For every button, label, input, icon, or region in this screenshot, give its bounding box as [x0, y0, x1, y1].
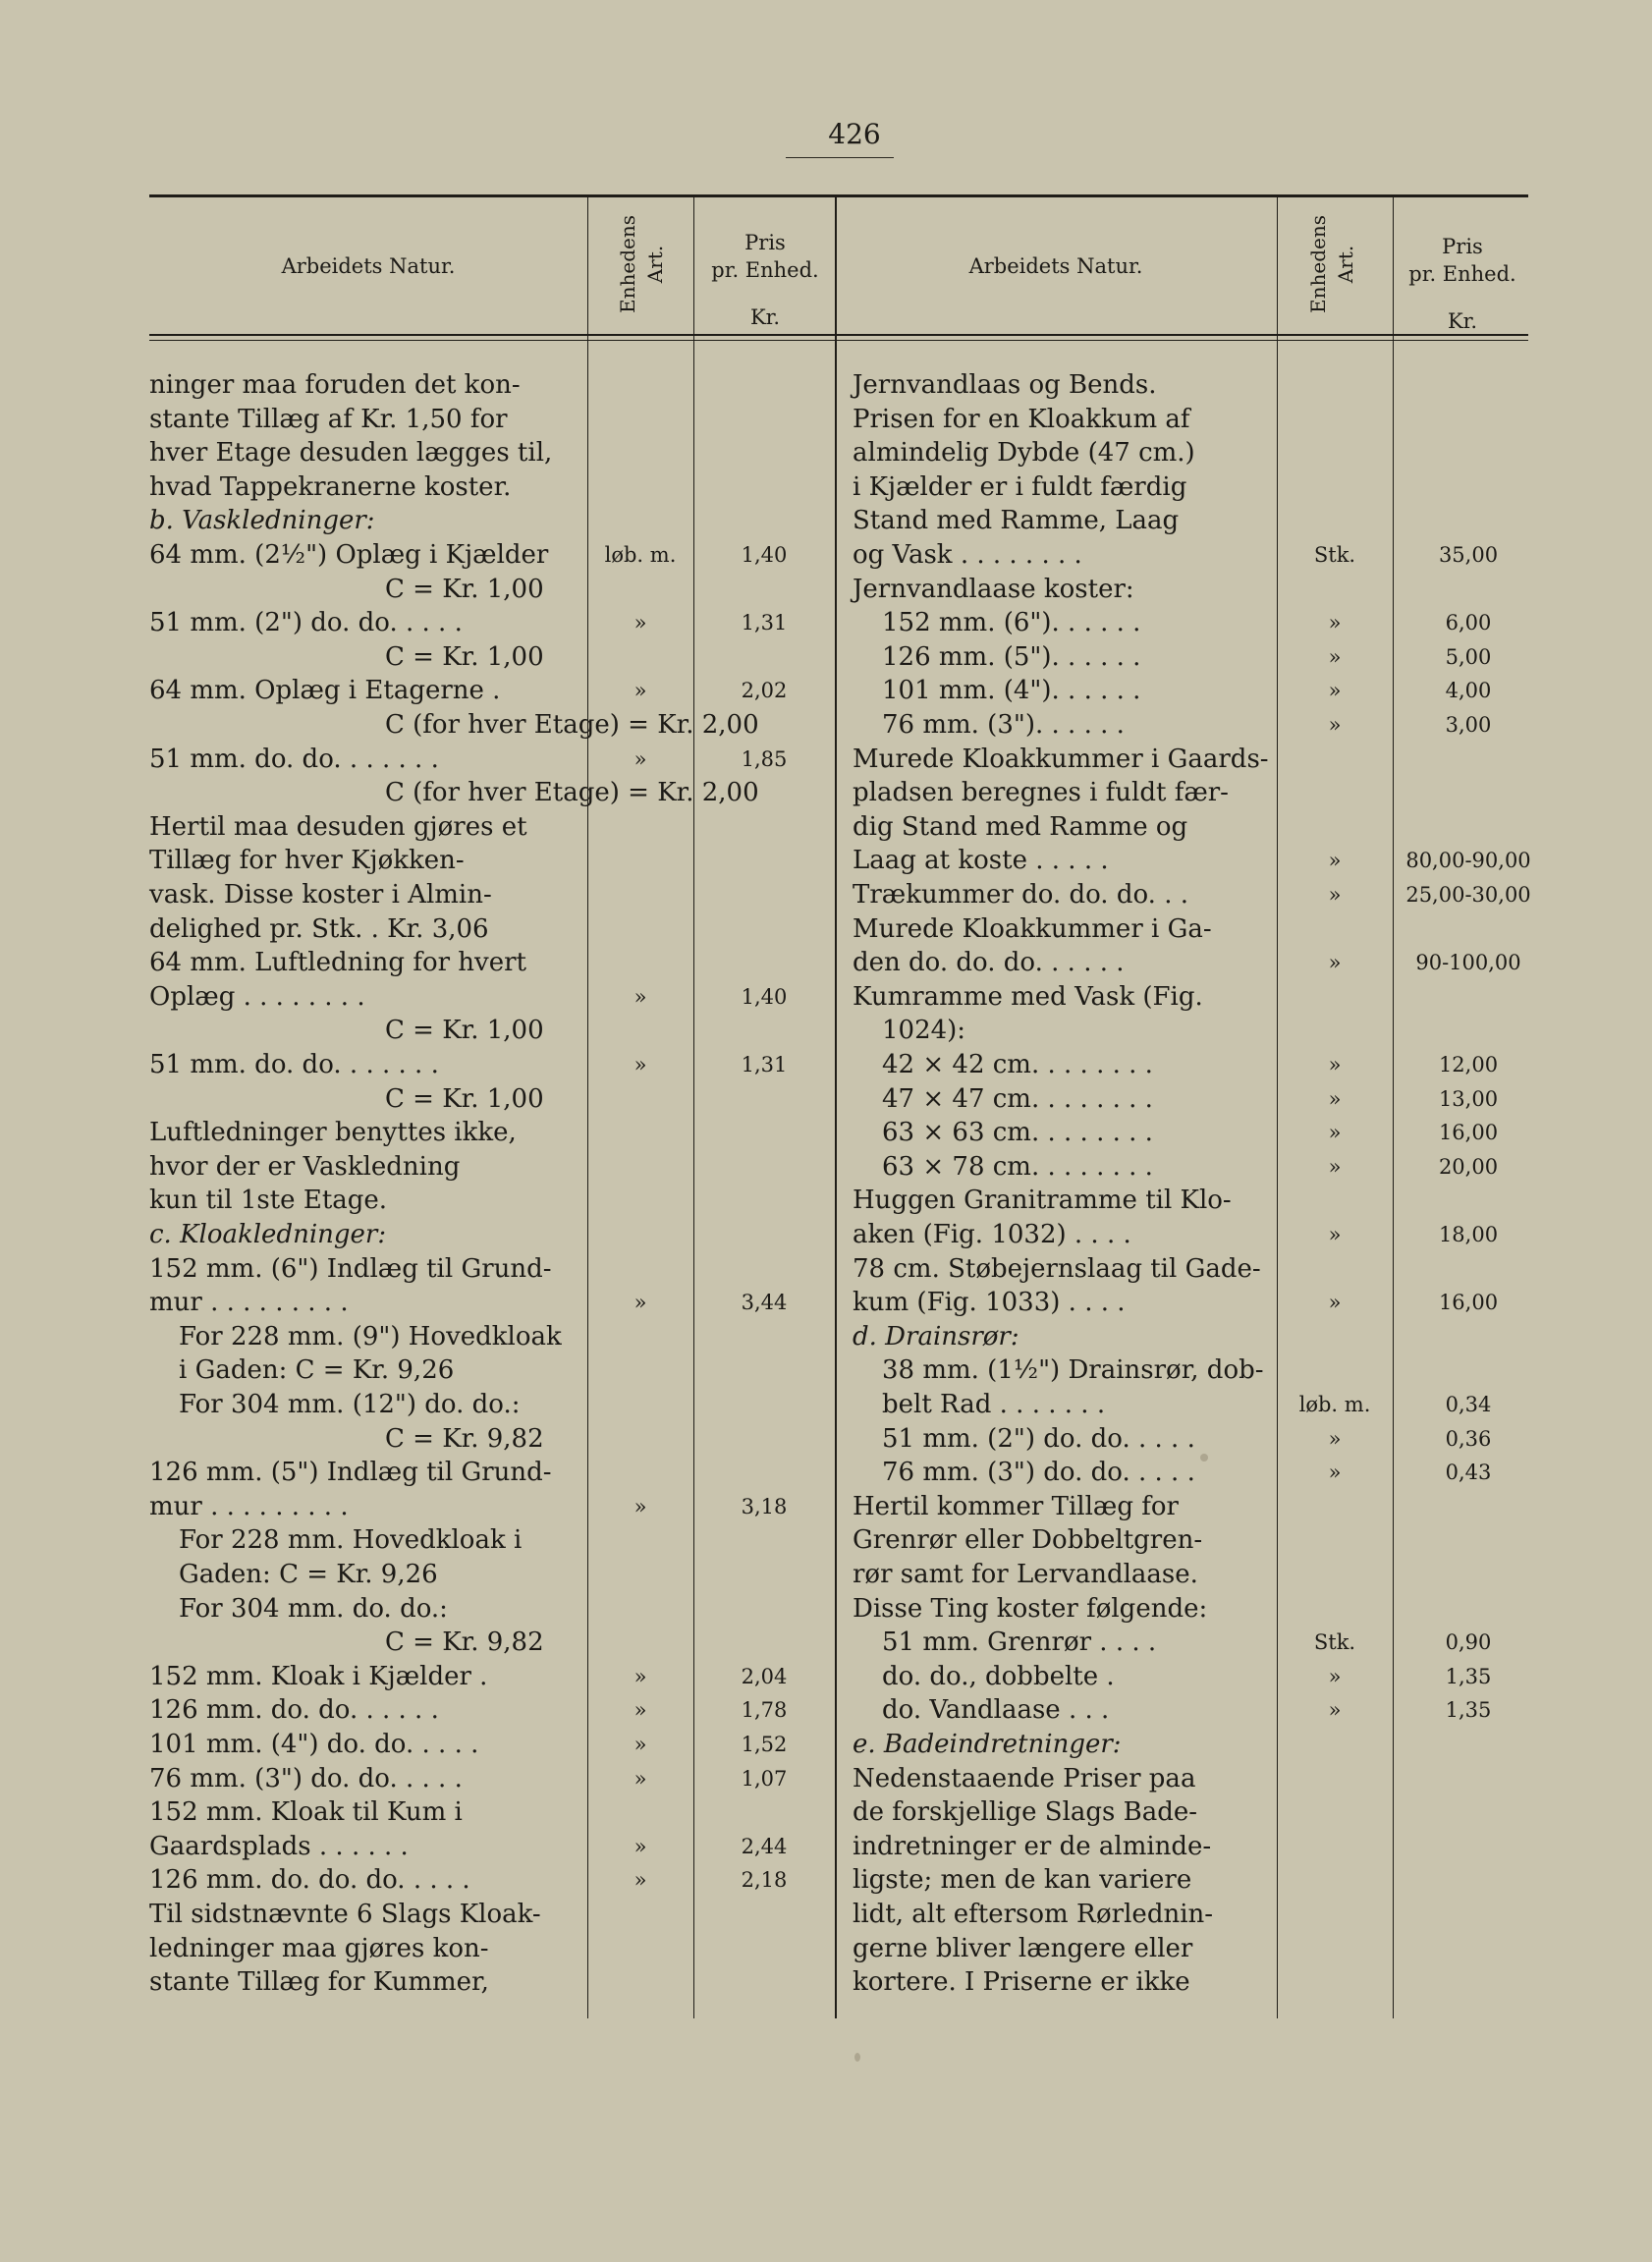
- left-entry-price: 1,31: [741, 1053, 788, 1076]
- left-entry-text: C = Kr. 9,82: [385, 1628, 544, 1658]
- right-entry-unit: »: [1328, 1223, 1342, 1246]
- paper-stain: [854, 2053, 860, 2062]
- right-entry-text: Kumramme med Vask (Fig.: [853, 981, 1203, 1012]
- left-entry-unit: »: [633, 984, 647, 1009]
- right-entry-text: do. do., dobbelte .: [882, 1661, 1115, 1691]
- left-entry-unit: »: [633, 1766, 647, 1791]
- left-entry-text: For 228 mm. Hovedkloak i: [179, 1525, 523, 1556]
- left-entry-text: Tillæg for hver Kjøkken-: [149, 846, 465, 876]
- right-entry-text: 51 mm. (2") do. do. . . . .: [882, 1423, 1195, 1454]
- left-entry-unit: »: [633, 679, 647, 703]
- left-entry-text: 152 mm. Kloak til Kum i: [149, 1797, 463, 1828]
- right-entry-text: ligste; men de kan variere: [853, 1865, 1192, 1896]
- right-entry-unit: »: [1328, 849, 1342, 873]
- left-entry-text: 152 mm. Kloak i Kjælder .: [149, 1661, 488, 1691]
- left-entry-text: hvor der er Vaskledning: [149, 1151, 461, 1182]
- right-entry-text: Jernvandlaase koster:: [853, 574, 1134, 604]
- left-entry-text: 76 mm. (3") do. do. . . . .: [149, 1763, 463, 1793]
- right-entry-price: 13,00: [1438, 1086, 1499, 1111]
- left-entry-price: 2,44: [741, 1834, 788, 1858]
- right-entry-text: 1024):: [882, 1016, 966, 1046]
- right-entry-unit: »: [1328, 1698, 1342, 1723]
- right-entry-unit: »: [1328, 1461, 1342, 1485]
- left-entry-text: stante Tillæg for Kummer,: [149, 1967, 489, 1998]
- left-entry-text: 126 mm. (5") Indlæg til Grund-: [149, 1458, 552, 1488]
- right-entry-price: 25,00-30,00: [1405, 883, 1531, 907]
- right-entry-price: 5,00: [1445, 644, 1492, 669]
- left-entry-text: C = Kr. 1,00: [385, 574, 544, 604]
- left-entry-text: 152 mm. (6") Indlæg til Grund-: [149, 1253, 552, 1284]
- right-entry-text: rør samt for Lervandlaase.: [853, 1560, 1198, 1589]
- right-entry-text: pladsen beregnes i fuldt fær-: [853, 778, 1229, 808]
- right-entry-unit: løb. m.: [1298, 1393, 1371, 1416]
- left-entry-text: mur . . . . . . . . .: [149, 1491, 349, 1521]
- left-entry-text: i Gaden: C = Kr. 9,26: [179, 1355, 455, 1386]
- right-entry-text: 152 mm. (6"). . . . . .: [882, 608, 1141, 638]
- right-header-pris: Pris: [1442, 235, 1483, 258]
- right-entry-unit: »: [1328, 1121, 1342, 1145]
- right-entry-price: 18,00: [1438, 1223, 1499, 1246]
- left-entry-text: For 304 mm. (12") do. do.:: [179, 1390, 521, 1419]
- right-entry-text: Jernvandlaas og Bends.: [853, 370, 1157, 400]
- right-entry-text: 76 mm. (3"). . . . . .: [882, 710, 1125, 740]
- right-entry-text: Murede Kloakkummer i Gaards-: [853, 744, 1269, 774]
- col-sep-middle: [835, 196, 837, 2018]
- right-entry-price: 3,00: [1445, 713, 1492, 737]
- right-entry-price: 0,90: [1445, 1630, 1492, 1655]
- left-entry-text: stante Tillæg af Kr. 1,50 for: [149, 404, 508, 434]
- right-header-enhedens: Enhedens: [1306, 215, 1330, 313]
- right-entry-text: 76 mm. (3") do. do. . . . .: [882, 1458, 1195, 1488]
- left-entry-text: 126 mm. do. do. . . . . .: [149, 1695, 439, 1726]
- right-entry-unit: »: [1328, 951, 1342, 975]
- left-entry-price: 3,18: [741, 1494, 788, 1518]
- left-entry-price: 3,44: [741, 1291, 788, 1315]
- right-entry-text: lidt, alt eftersom Rørlednin-: [853, 1900, 1214, 1929]
- left-entry-unit: »: [633, 746, 647, 771]
- right-entry-text: 38 mm. (1½") Drainsrør, dob-: [882, 1355, 1264, 1386]
- left-entry-price: 1,31: [741, 611, 788, 635]
- right-header-kr: Kr.: [1447, 309, 1478, 333]
- right-entry-text: kum (Fig. 1033) . . . .: [853, 1288, 1126, 1318]
- left-entry-text: ninger maa foruden det kon-: [149, 370, 521, 400]
- left-entry-text: C = Kr. 9,82: [385, 1423, 544, 1454]
- right-header-art: Art.: [1334, 245, 1357, 284]
- right-entry-text: Trækummer do. do. do. . .: [853, 880, 1188, 910]
- left-entry-text: Hertil maa desuden gjøres et: [149, 811, 527, 842]
- right-entry-text: kortere. I Priserne er ikke: [853, 1967, 1190, 1998]
- right-entry-unit: »: [1328, 611, 1342, 635]
- page-number-rule: [786, 157, 894, 158]
- right-entry-text: e. Badeindretninger:: [853, 1730, 1122, 1759]
- right-entry-price: 16,00: [1438, 1121, 1499, 1145]
- right-entry-text: Huggen Granitramme til Klo-: [853, 1186, 1232, 1216]
- right-entry-unit: »: [1328, 713, 1342, 737]
- left-entry-unit: »: [633, 1733, 647, 1756]
- right-entry-price: 35,00: [1438, 543, 1499, 567]
- left-entry-unit: »: [633, 1053, 647, 1076]
- left-entry-text: C = Kr. 1,00: [385, 1083, 544, 1114]
- right-entry-text: 51 mm. Grenrør . . . .: [882, 1628, 1157, 1658]
- right-entry-text: 47 × 47 cm. . . . . . . .: [882, 1083, 1153, 1114]
- page-number: 426: [828, 118, 881, 150]
- right-entry-unit: »: [1328, 1053, 1342, 1076]
- right-entry-unit: »: [1328, 1426, 1342, 1451]
- right-entry-text: dig Stand med Ramme og: [853, 811, 1188, 842]
- left-entry-text: kun til 1ste Etage.: [149, 1186, 388, 1216]
- col-sep-right-unit: [1277, 196, 1278, 2018]
- left-entry-unit: »: [633, 1494, 647, 1518]
- right-entry-price: 0,34: [1445, 1393, 1492, 1416]
- col-sep-left-price: [693, 196, 694, 2018]
- right-entry-price: 20,00: [1438, 1154, 1499, 1179]
- right-entry-text: 42 × 42 cm. . . . . . . .: [882, 1050, 1153, 1079]
- right-entry-text: Grenrør eller Dobbeltgren-: [853, 1525, 1203, 1556]
- right-entry-text: d. Drainsrør:: [853, 1321, 1019, 1352]
- right-entry-text: Stand med Ramme, Laag: [853, 506, 1180, 536]
- right-entry-price: 0,36: [1445, 1426, 1492, 1451]
- left-entry-text: c. Kloakledninger:: [149, 1220, 387, 1249]
- left-entry-unit: »: [633, 1664, 647, 1688]
- left-entry-text: C (for hver Etage) = Kr. 2,00: [385, 710, 759, 740]
- left-entry-text: For 304 mm. do. do.:: [179, 1593, 448, 1624]
- right-entry-text: den do. do. do. . . . . .: [853, 948, 1125, 978]
- left-entry-text: hvad Tappekranerne koster.: [149, 471, 512, 502]
- right-entry-unit: Stk.: [1313, 1630, 1356, 1655]
- left-entry-price: 2,18: [741, 1868, 788, 1893]
- right-entry-text: 63 × 63 cm. . . . . . . .: [882, 1118, 1153, 1148]
- left-entry-text: 101 mm. (4") do. do. . . . .: [149, 1730, 479, 1759]
- right-entry-text: 78 cm. Støbejernslaag til Gade-: [853, 1253, 1261, 1284]
- right-entry-text: og Vask . . . . . . . .: [853, 540, 1082, 570]
- left-entry-unit: løb. m.: [604, 543, 677, 567]
- left-entry-unit: »: [633, 1291, 647, 1315]
- right-entry-unit: Stk.: [1313, 543, 1356, 567]
- left-header-enhedens: Enhedens: [616, 215, 639, 313]
- right-entry-text: 101 mm. (4"). . . . . .: [882, 676, 1141, 706]
- right-entry-text: Hertil kommer Tillæg for: [853, 1491, 1179, 1521]
- left-entry-price: 2,04: [741, 1664, 788, 1688]
- left-entry-text: Luftledninger benyttes ikke,: [149, 1118, 517, 1148]
- left-entry-text: Gaardsplads . . . . . .: [149, 1831, 409, 1861]
- right-entry-text: Nedenstaaende Priser paa: [853, 1763, 1196, 1793]
- left-entry-text: b. Vaskledninger:: [149, 506, 375, 536]
- right-entry-text: indretninger er de alminde-: [853, 1831, 1212, 1861]
- right-header-pr-enhed: pr. Enhed.: [1408, 262, 1516, 286]
- left-entry-text: C = Kr. 1,00: [385, 1016, 544, 1046]
- left-entry-text: Gaden: C = Kr. 9,26: [179, 1560, 438, 1589]
- right-entry-text: 63 × 78 cm. . . . . . . .: [882, 1151, 1153, 1182]
- left-entry-unit: »: [633, 1868, 647, 1893]
- right-entry-price: 90-100,00: [1415, 951, 1521, 975]
- right-entry-text: de forskjellige Slags Bade-: [853, 1797, 1198, 1828]
- paper-stain: [1200, 1454, 1208, 1462]
- left-entry-price: 1,52: [741, 1733, 788, 1756]
- left-entry-text: 126 mm. do. do. do. . . . .: [149, 1865, 470, 1896]
- right-entry-unit: »: [1328, 1154, 1342, 1179]
- left-entry-price: 2,02: [741, 679, 788, 703]
- left-entry-text: hver Etage desuden lægges til,: [149, 438, 553, 469]
- col-sep-left-unit: [587, 196, 588, 2018]
- left-entry-price: 1,78: [741, 1698, 788, 1723]
- left-entry-price: 1,07: [741, 1766, 788, 1791]
- left-entry-text: 51 mm. do. do. . . . . . .: [149, 744, 439, 774]
- left-entry-price: 1,85: [741, 746, 788, 771]
- left-header-pr-enhed: pr. Enhed.: [711, 258, 819, 282]
- right-entry-unit: »: [1328, 1291, 1342, 1315]
- col-sep-right-price: [1393, 196, 1394, 2018]
- right-entry-text: Murede Kloakkummer i Ga-: [853, 913, 1212, 944]
- left-entry-text: ledninger maa gjøres kon-: [149, 1933, 489, 1963]
- left-entry-unit: »: [633, 1834, 647, 1858]
- left-header-pris: Pris: [744, 231, 786, 254]
- left-header-natur: Arbeidets Natur.: [281, 254, 456, 278]
- right-entry-unit: »: [1328, 679, 1342, 703]
- right-entry-text: Disse Ting koster følgende:: [853, 1593, 1208, 1624]
- right-entry-text: belt Rad . . . . . . .: [882, 1390, 1106, 1419]
- right-entry-unit: »: [1328, 644, 1342, 669]
- right-entry-text: aken (Fig. 1032) . . . .: [853, 1220, 1131, 1249]
- left-entry-text: Oplæg . . . . . . . .: [149, 981, 365, 1012]
- right-entry-price: 16,00: [1438, 1291, 1499, 1315]
- left-entry-text: 64 mm. Oplæg i Etagerne .: [149, 676, 501, 706]
- left-entry-unit: »: [633, 611, 647, 635]
- right-header-natur: Arbeidets Natur.: [968, 254, 1143, 278]
- left-header-art: Art.: [643, 245, 667, 284]
- right-entry-text: gerne bliver længere eller: [853, 1933, 1193, 1963]
- left-header-kr: Kr.: [749, 305, 781, 329]
- right-entry-text: almindelig Dybde (47 cm.): [853, 438, 1195, 469]
- right-entry-text: do. Vandlaase . . .: [882, 1695, 1110, 1726]
- right-entry-price: 6,00: [1445, 611, 1492, 635]
- left-entry-unit: »: [633, 1698, 647, 1723]
- left-entry-text: Til sidstnævnte 6 Slags Kloak-: [149, 1900, 541, 1929]
- left-entry-text: For 228 mm. (9") Hovedkloak: [179, 1321, 562, 1352]
- right-entry-price: 1,35: [1445, 1698, 1492, 1723]
- right-entry-text: Prisen for en Kloakkum af: [853, 404, 1190, 434]
- left-entry-text: 51 mm. do. do. . . . . . .: [149, 1050, 439, 1079]
- right-entry-text: Laag at koste . . . . .: [853, 846, 1109, 876]
- right-entry-price: 80,00-90,00: [1405, 849, 1531, 873]
- left-entry-text: 64 mm. Luftledning for hvert: [149, 948, 526, 978]
- right-entry-price: 12,00: [1438, 1053, 1499, 1076]
- right-entry-unit: »: [1328, 883, 1342, 907]
- right-entry-unit: »: [1328, 1086, 1342, 1111]
- left-entry-text: vask. Disse koster i Almin-: [149, 880, 492, 910]
- left-entry-text: mur . . . . . . . . .: [149, 1288, 349, 1318]
- left-entry-price: 1,40: [741, 543, 788, 567]
- left-entry-price: 1,40: [741, 984, 788, 1009]
- left-entry-text: C (for hver Etage) = Kr. 2,00: [385, 778, 759, 808]
- right-entry-price: 4,00: [1445, 679, 1492, 703]
- left-entry-text: C = Kr. 1,00: [385, 641, 544, 672]
- right-entry-text: i Kjælder er i fuldt færdig: [853, 471, 1187, 502]
- left-entry-text: delighed pr. Stk. . Kr. 3,06: [149, 913, 489, 944]
- left-entry-text: 51 mm. (2") do. do. . . . .: [149, 608, 463, 638]
- right-entry-price: 1,35: [1445, 1664, 1492, 1688]
- left-entry-text: 64 mm. (2½") Oplæg i Kjælder: [149, 540, 549, 570]
- right-entry-text: 126 mm. (5"). . . . . .: [882, 641, 1141, 672]
- right-entry-unit: »: [1328, 1664, 1342, 1688]
- right-entry-price: 0,43: [1445, 1461, 1492, 1485]
